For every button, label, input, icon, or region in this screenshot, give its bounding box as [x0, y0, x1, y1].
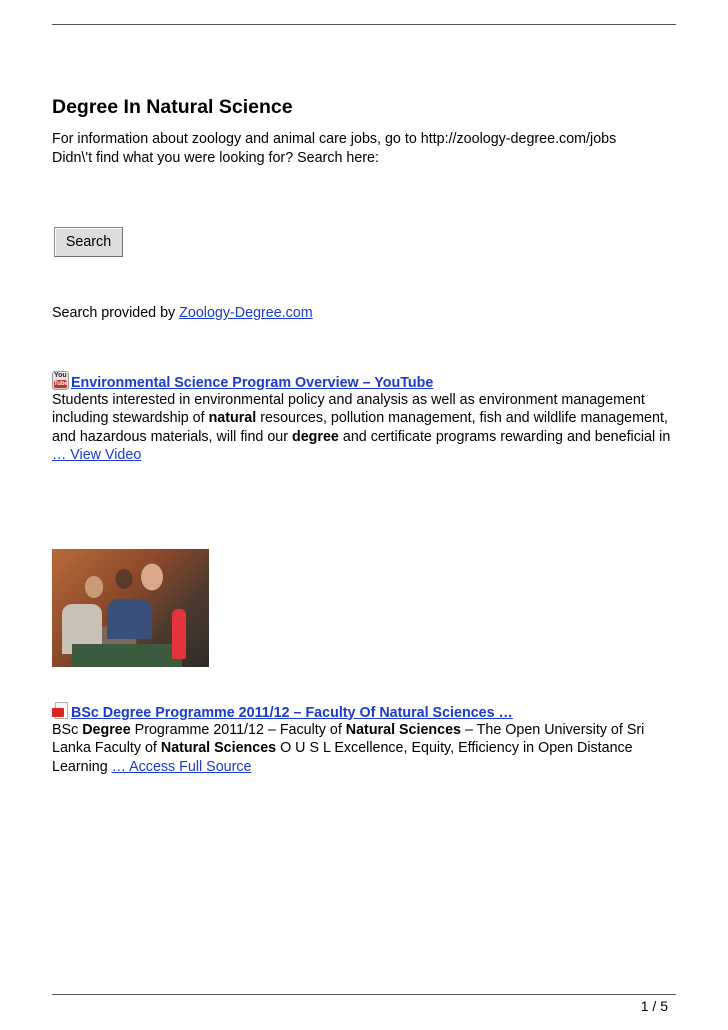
body-text: O U S L Excellence, Equity, Efficiency in Open Distance Learning	[52, 740, 633, 775]
search-provided-by	[52, 304, 682, 323]
header-rule	[52, 24, 676, 25]
body-text: Programme 2011/12 – Faculty of	[130, 721, 346, 738]
entry-title-row	[52, 371, 682, 391]
entry-title-row	[52, 702, 682, 721]
keyword-highlight: Natural Sciences	[345, 721, 462, 738]
photo-bottle	[172, 609, 186, 659]
page-content	[52, 94, 682, 776]
result-entry-2	[52, 702, 682, 777]
view-video-link[interactable]: … View Video	[52, 447, 142, 463]
photo-table	[72, 644, 182, 667]
body-text: and certificate programs rewarding and beneficial in	[338, 428, 671, 445]
search-button[interactable]: Search	[54, 227, 123, 257]
entry-body	[52, 721, 682, 777]
students-photo	[52, 549, 209, 667]
youtube-icon: You Tube	[52, 371, 69, 390]
entry-title-link[interactable]: BSc Degree Programme 2011/12 – Faculty Of Natural Sciences …	[71, 704, 513, 721]
page-title: Degree In Natural Science	[52, 96, 293, 118]
body-text: – The Open University of Sri Lanka Faculty of	[52, 721, 645, 756]
zoology-degree-link[interactable]: Zoology-Degree.com	[179, 305, 313, 321]
keyword-highlight: natural	[208, 410, 257, 426]
pdf-icon	[52, 702, 68, 720]
result-entry-1	[52, 371, 682, 465]
keyword-highlight: Natural Sciences	[160, 740, 277, 756]
access-full-source-link[interactable]: … Access Full Source	[111, 758, 252, 775]
entry-body	[52, 391, 682, 465]
body-text: BSc	[52, 721, 83, 738]
provided-prefix: Search provided by	[52, 305, 180, 321]
body-text: Students interested in environmental policy and analysis as well as environment management including stewardship of	[52, 391, 645, 426]
intro-line: For information about zoology and animal care jobs, go to http://zoology-degree.com/jobs	[52, 131, 617, 147]
entry-title-link[interactable]: Environmental Science Program Overview – YouTube	[71, 374, 434, 391]
photo-figure	[107, 599, 152, 639]
keyword-highlight: degree	[292, 428, 339, 445]
keyword-highlight: Degree	[82, 721, 131, 738]
search-prompt: Didn\'t find what you were looking for? Search here:	[52, 149, 379, 166]
page-number: 1 / 5	[640, 998, 668, 1014]
footer-rule	[52, 994, 676, 995]
body-text: resources, pollution management, fish and wildlife management, and hazardous materials, will find our	[52, 410, 668, 445]
